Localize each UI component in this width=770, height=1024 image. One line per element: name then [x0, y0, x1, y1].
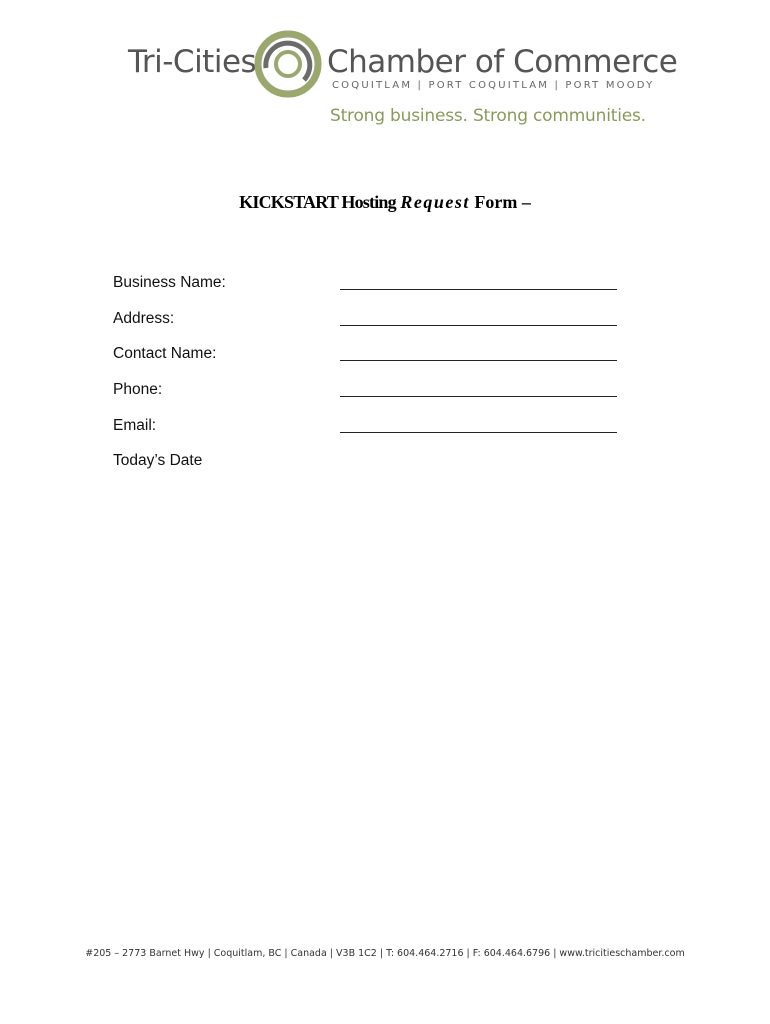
logo-cities-line: COQUITLAM | PORT COQUITLAM | PORT MOODY [332, 80, 655, 91]
address-line[interactable] [340, 325, 617, 326]
contact-name-label: Contact Name: [113, 345, 217, 362]
swirl-logo-icon [252, 28, 324, 100]
form-title-italic: Request [400, 192, 470, 212]
logo-tri-cities-text: Tri-Cities [128, 44, 257, 80]
address-label: Address: [113, 310, 175, 327]
business-name-line[interactable] [340, 289, 617, 290]
phone-line[interactable] [340, 396, 617, 397]
business-name-label: Business Name: [113, 274, 226, 291]
footer-contact-info: #205 – 2773 Barnet Hwy | Coquitlam, BC | Canada | V3B 1C2 | T: 604.464.2716 | F: 604.464.6796 | www.tricitieschamber.com [85, 948, 685, 959]
form-title-main: KICKSTART Hosting [239, 192, 396, 212]
logo-tagline: Strong business. Strong communities. [330, 106, 646, 126]
email-label: Email: [113, 417, 157, 434]
logo-chamber-text: Chamber of Commerce [327, 44, 678, 80]
phone-label: Phone: [113, 381, 163, 398]
form-title [0, 192, 770, 213]
contact-name-line[interactable] [340, 360, 617, 361]
email-line[interactable] [340, 432, 617, 433]
form-title-tail: Form – [474, 192, 531, 212]
todays-date-label: Today’s Date [113, 452, 203, 469]
